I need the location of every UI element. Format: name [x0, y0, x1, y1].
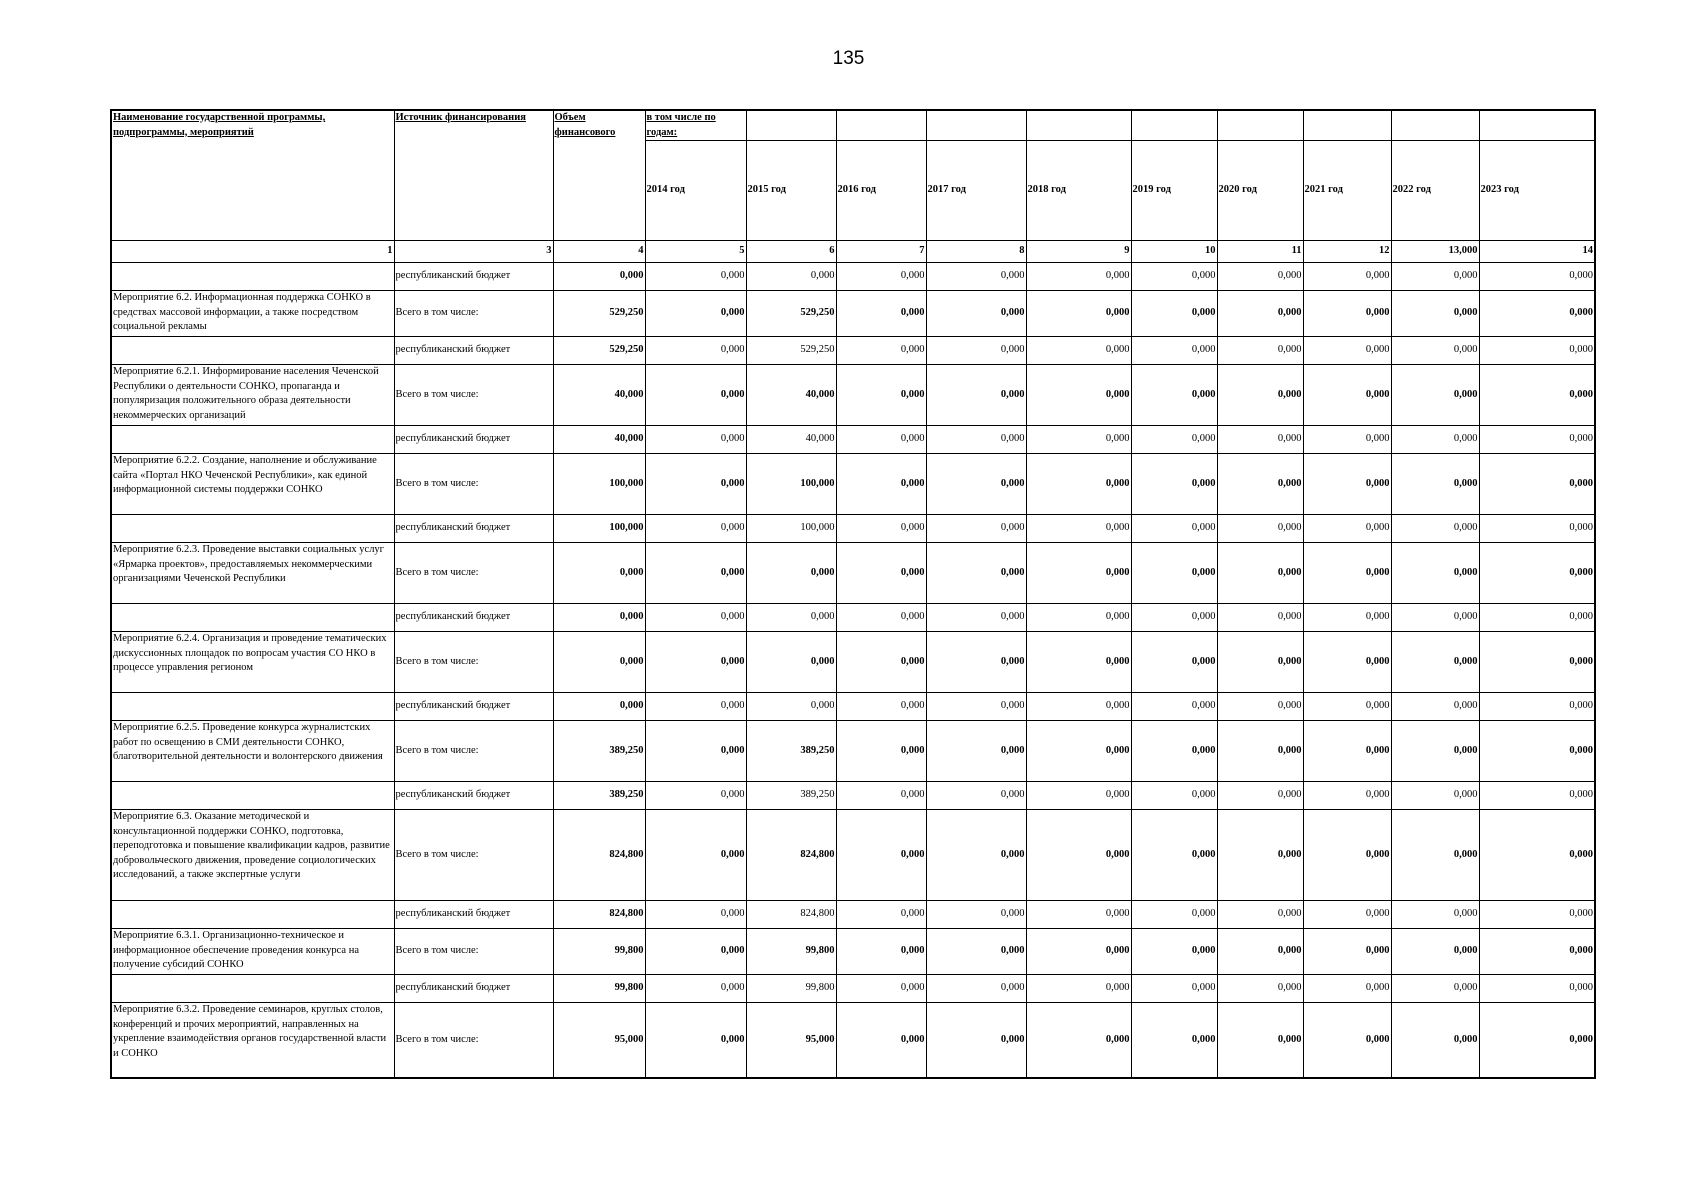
year-value: 0,000 — [836, 901, 926, 929]
year-value: 0,000 — [926, 365, 1026, 426]
year-value: 0,000 — [1131, 365, 1217, 426]
column-number: 8 — [926, 241, 1026, 263]
activity-name: Мероприятие 6.3.2. Проведение семинаров, круглых столов, конференций и прочих мероприятий, направленных на укрепление взаимодействия органов государственной власти и СОНКО — [111, 1003, 394, 1078]
activity-name: Мероприятие 6.2. Информационная поддержка СОНКО в средствах массовой информации, а также посредством социальной рекламы — [111, 291, 394, 337]
column-number: 12 — [1303, 241, 1391, 263]
column-number: 5 — [645, 241, 746, 263]
year-value: 0,000 — [746, 263, 836, 291]
total-volume: 529,250 — [553, 337, 645, 365]
column-number: 11 — [1217, 241, 1303, 263]
year-value: 0,000 — [645, 604, 746, 632]
year-value: 0,000 — [1303, 1003, 1391, 1078]
year-value: 0,000 — [926, 693, 1026, 721]
year-value: 0,000 — [645, 632, 746, 693]
header-blank — [1391, 110, 1479, 141]
year-value: 0,000 — [836, 929, 926, 975]
year-value: 0,000 — [1303, 604, 1391, 632]
table-row — [111, 929, 1595, 975]
funding-source: республиканский бюджет — [394, 901, 553, 929]
year-value: 0,000 — [645, 426, 746, 454]
funding-source: Всего в том числе: — [394, 365, 553, 426]
header-blank — [836, 110, 926, 141]
year-value: 0,000 — [836, 810, 926, 901]
year-value: 0,000 — [1217, 515, 1303, 543]
year-value: 0,000 — [1026, 810, 1131, 901]
total-volume: 100,000 — [553, 454, 645, 515]
year-value: 0,000 — [645, 721, 746, 782]
year-value: 0,000 — [836, 515, 926, 543]
year-value: 0,000 — [836, 291, 926, 337]
table-row — [111, 632, 1595, 693]
funding-source: Всего в том числе: — [394, 632, 553, 693]
funding-source: республиканский бюджет — [394, 426, 553, 454]
year-value: 0,000 — [926, 810, 1026, 901]
funding-source: Всего в том числе: — [394, 810, 553, 901]
year-value: 0,000 — [1391, 426, 1479, 454]
total-volume: 0,000 — [553, 263, 645, 291]
year-value: 0,000 — [1217, 426, 1303, 454]
year-value: 0,000 — [1217, 721, 1303, 782]
year-value: 0,000 — [1391, 810, 1479, 901]
funding-source: Всего в том числе: — [394, 929, 553, 975]
year-value: 0,000 — [1479, 454, 1595, 515]
year-value: 0,000 — [926, 543, 1026, 604]
year-value: 0,000 — [1217, 929, 1303, 975]
funding-source: Всего в том числе: — [394, 454, 553, 515]
year-value: 0,000 — [1479, 515, 1595, 543]
header-blank — [1026, 110, 1131, 141]
total-volume: 529,250 — [553, 291, 645, 337]
year-value: 0,000 — [1131, 291, 1217, 337]
year-value: 0,000 — [1131, 426, 1217, 454]
year-value: 0,000 — [836, 365, 926, 426]
year-value: 0,000 — [645, 515, 746, 543]
total-volume: 0,000 — [553, 604, 645, 632]
year-value: 0,000 — [836, 721, 926, 782]
year-value: 0,000 — [1391, 454, 1479, 515]
year-value: 0,000 — [836, 604, 926, 632]
year-value: 0,000 — [1391, 337, 1479, 365]
activity-name — [111, 693, 394, 721]
year-value: 0,000 — [645, 975, 746, 1003]
activity-name: Мероприятие 6.2.5. Проведение конкурса журналистских работ по освещению в СМИ деятельности СОНКО, благотворительной деятельности и волонтерского движения — [111, 721, 394, 782]
year-value: 0,000 — [1131, 337, 1217, 365]
year-value: 0,000 — [1391, 693, 1479, 721]
activity-name — [111, 263, 394, 291]
year-value: 0,000 — [1131, 901, 1217, 929]
total-volume: 40,000 — [553, 365, 645, 426]
activity-name: Мероприятие 6.2.2. Создание, наполнение и обслуживание сайта «Портал НКО Чеченской Республики», как единой информационной системы поддержки СОНКО — [111, 454, 394, 515]
header-blank — [746, 110, 836, 141]
year-value: 0,000 — [1303, 454, 1391, 515]
activity-name: Мероприятие 6.2.3. Проведение выставки социальных услуг «Ярмарка проектов», предоставляемых некоммерческими организациями Чеченской Республики — [111, 543, 394, 604]
year-value: 529,250 — [746, 337, 836, 365]
year-value: 95,000 — [746, 1003, 836, 1078]
year-value: 0,000 — [1131, 604, 1217, 632]
total-volume: 100,000 — [553, 515, 645, 543]
header-blank — [926, 110, 1026, 141]
year-value: 0,000 — [836, 543, 926, 604]
year-value: 0,000 — [1026, 426, 1131, 454]
table-row — [111, 426, 1595, 454]
year-value: 0,000 — [1131, 454, 1217, 515]
year-value: 0,000 — [1026, 515, 1131, 543]
table-row — [111, 901, 1595, 929]
year-value: 0,000 — [1217, 693, 1303, 721]
year-value: 0,000 — [1391, 632, 1479, 693]
year-value: 0,000 — [1479, 337, 1595, 365]
table-row — [111, 543, 1595, 604]
year-value: 0,000 — [1303, 263, 1391, 291]
year-value: 0,000 — [1217, 901, 1303, 929]
year-value: 0,000 — [926, 901, 1026, 929]
year-value: 0,000 — [1391, 901, 1479, 929]
year-value: 0,000 — [1026, 693, 1131, 721]
year-cell: 2023 год — [1479, 141, 1595, 241]
year-value: 0,000 — [1217, 604, 1303, 632]
year-value: 0,000 — [1026, 291, 1131, 337]
page-number: 135 — [832, 48, 865, 69]
header-blank — [1303, 110, 1391, 141]
year-value: 0,000 — [1217, 454, 1303, 515]
column-number: 9 — [1026, 241, 1131, 263]
year-value: 0,000 — [836, 426, 926, 454]
year-value: 0,000 — [1026, 365, 1131, 426]
year-value: 0,000 — [1391, 975, 1479, 1003]
total-volume: 824,800 — [553, 810, 645, 901]
year-cell: 2017 год — [926, 141, 1026, 241]
year-cell: 2022 год — [1391, 141, 1479, 241]
year-value: 0,000 — [1303, 543, 1391, 604]
year-value: 0,000 — [1217, 810, 1303, 901]
header-by-years: в том числе по годам: — [645, 110, 746, 141]
activity-name: Мероприятие 6.2.1. Информирование населения Чеченской Республики о деятельности СОНКО, пропаганда и популяризация положительного образа деятельности некоммерческих организаций — [111, 365, 394, 426]
year-value: 0,000 — [1026, 337, 1131, 365]
column-number: 3 — [394, 241, 553, 263]
year-value: 0,000 — [926, 426, 1026, 454]
total-volume: 95,000 — [553, 1003, 645, 1078]
year-value: 0,000 — [1391, 782, 1479, 810]
year-value: 0,000 — [926, 291, 1026, 337]
activity-name — [111, 604, 394, 632]
year-cell: 2019 год — [1131, 141, 1217, 241]
column-number: 1 — [111, 241, 394, 263]
year-value: 0,000 — [1479, 782, 1595, 810]
year-value: 0,000 — [645, 901, 746, 929]
year-value: 40,000 — [746, 426, 836, 454]
year-value: 0,000 — [1131, 810, 1217, 901]
table-row — [111, 810, 1595, 901]
column-number: 10 — [1131, 241, 1217, 263]
year-cell: 2020 год — [1217, 141, 1303, 241]
header-name: Наименование государственной программы, подпрограммы, мероприятий — [111, 110, 394, 241]
funding-source: республиканский бюджет — [394, 693, 553, 721]
year-value: 0,000 — [926, 632, 1026, 693]
year-value: 0,000 — [836, 1003, 926, 1078]
table-row — [111, 365, 1595, 426]
year-value: 0,000 — [1391, 291, 1479, 337]
table-row — [111, 693, 1595, 721]
column-number: 7 — [836, 241, 926, 263]
year-cell: 2021 год — [1303, 141, 1391, 241]
year-value: 0,000 — [1131, 721, 1217, 782]
year-value: 0,000 — [1217, 337, 1303, 365]
year-cell: 2015 год — [746, 141, 836, 241]
header-blank — [1131, 110, 1217, 141]
activity-name — [111, 337, 394, 365]
year-value: 0,000 — [1131, 693, 1217, 721]
year-value: 0,000 — [1391, 721, 1479, 782]
table-row — [111, 721, 1595, 782]
year-value: 0,000 — [645, 810, 746, 901]
year-value: 0,000 — [1303, 365, 1391, 426]
funding-source: Всего в том числе: — [394, 721, 553, 782]
year-value: 0,000 — [1131, 929, 1217, 975]
funding-source: республиканский бюджет — [394, 337, 553, 365]
year-value: 0,000 — [1303, 515, 1391, 543]
year-value: 0,000 — [1303, 975, 1391, 1003]
activity-name — [111, 426, 394, 454]
funding-source: республиканский бюджет — [394, 975, 553, 1003]
year-value: 0,000 — [1479, 901, 1595, 929]
year-value: 0,000 — [746, 604, 836, 632]
total-volume: 40,000 — [553, 426, 645, 454]
year-value: 0,000 — [1217, 975, 1303, 1003]
year-value: 0,000 — [1303, 693, 1391, 721]
funding-source: республиканский бюджет — [394, 515, 553, 543]
year-value: 0,000 — [1391, 929, 1479, 975]
year-value: 0,000 — [1217, 782, 1303, 810]
year-value: 0,000 — [1131, 975, 1217, 1003]
year-cell: 2014 год — [645, 141, 746, 241]
total-volume: 389,250 — [553, 721, 645, 782]
funding-source: Всего в том числе: — [394, 543, 553, 604]
year-cell: 2016 год — [836, 141, 926, 241]
year-value: 0,000 — [1479, 365, 1595, 426]
year-value: 389,250 — [746, 782, 836, 810]
year-value: 0,000 — [1026, 721, 1131, 782]
total-volume: 389,250 — [553, 782, 645, 810]
year-value: 0,000 — [746, 543, 836, 604]
header-row — [111, 110, 1595, 141]
year-value: 0,000 — [1131, 1003, 1217, 1078]
year-value: 0,000 — [1217, 1003, 1303, 1078]
table-row — [111, 337, 1595, 365]
year-value: 0,000 — [1391, 543, 1479, 604]
year-value: 0,000 — [1479, 632, 1595, 693]
year-value: 0,000 — [1131, 515, 1217, 543]
year-value: 0,000 — [1131, 782, 1217, 810]
year-value: 0,000 — [746, 693, 836, 721]
column-number-row — [111, 241, 1595, 263]
year-value: 0,000 — [1479, 1003, 1595, 1078]
year-value: 100,000 — [746, 454, 836, 515]
activity-name — [111, 782, 394, 810]
year-value: 0,000 — [926, 975, 1026, 1003]
year-value: 0,000 — [1303, 901, 1391, 929]
year-value: 0,000 — [1303, 929, 1391, 975]
activity-name — [111, 901, 394, 929]
funding-source: республиканский бюджет — [394, 782, 553, 810]
column-number: 6 — [746, 241, 836, 263]
year-value: 0,000 — [1479, 543, 1595, 604]
year-value: 0,000 — [1303, 721, 1391, 782]
year-value: 0,000 — [836, 454, 926, 515]
year-value: 0,000 — [1303, 426, 1391, 454]
year-value: 0,000 — [1131, 632, 1217, 693]
year-value: 0,000 — [1217, 365, 1303, 426]
year-value: 0,000 — [1391, 1003, 1479, 1078]
year-value: 0,000 — [1026, 263, 1131, 291]
year-value: 0,000 — [1479, 810, 1595, 901]
year-value: 824,800 — [746, 810, 836, 901]
year-value: 0,000 — [1026, 929, 1131, 975]
year-value: 0,000 — [1479, 426, 1595, 454]
year-value: 0,000 — [836, 263, 926, 291]
year-value: 0,000 — [645, 263, 746, 291]
year-value: 0,000 — [1479, 263, 1595, 291]
year-value: 0,000 — [1479, 929, 1595, 975]
year-value: 0,000 — [1479, 291, 1595, 337]
year-value: 0,000 — [1026, 632, 1131, 693]
year-value: 0,000 — [1026, 782, 1131, 810]
total-volume: 0,000 — [553, 543, 645, 604]
table-row — [111, 604, 1595, 632]
funding-source: республиканский бюджет — [394, 604, 553, 632]
year-value: 0,000 — [836, 337, 926, 365]
year-value: 0,000 — [836, 632, 926, 693]
column-number: 4 — [553, 241, 645, 263]
activity-name: Мероприятие 6.3.1. Организационно-техническое и информационное обеспечение проведения конкурса на получение субсидий СОНКО — [111, 929, 394, 975]
year-value: 0,000 — [1026, 604, 1131, 632]
table-row — [111, 263, 1595, 291]
total-volume: 824,800 — [553, 901, 645, 929]
column-number: 13,000 — [1391, 241, 1479, 263]
table-row — [111, 1003, 1595, 1078]
funding-source: Всего в том числе: — [394, 1003, 553, 1078]
year-value: 0,000 — [836, 782, 926, 810]
activity-name: Мероприятие 6.3. Оказание методической и консультационной поддержки СОНКО, подготовка, переподготовка и повышение квалификации кадров, развитие добровольческого движения, проведение социологических исследований, а также экспертные услуги — [111, 810, 394, 901]
total-volume: 99,800 — [553, 975, 645, 1003]
year-value: 0,000 — [1303, 632, 1391, 693]
year-value: 0,000 — [1303, 782, 1391, 810]
total-volume: 99,800 — [553, 929, 645, 975]
year-value: 0,000 — [926, 721, 1026, 782]
year-value: 389,250 — [746, 721, 836, 782]
year-value: 0,000 — [926, 263, 1026, 291]
table-row — [111, 975, 1595, 1003]
year-value: 0,000 — [1217, 263, 1303, 291]
year-value: 0,000 — [1303, 810, 1391, 901]
year-cell: 2018 год — [1026, 141, 1131, 241]
year-value: 0,000 — [1026, 975, 1131, 1003]
financing-table — [110, 109, 1596, 1079]
year-value: 0,000 — [1391, 515, 1479, 543]
year-value: 0,000 — [1026, 1003, 1131, 1078]
year-value: 0,000 — [1479, 693, 1595, 721]
table-row — [111, 291, 1595, 337]
activity-name — [111, 515, 394, 543]
year-value: 0,000 — [1303, 337, 1391, 365]
year-value: 0,000 — [926, 454, 1026, 515]
year-value: 0,000 — [1131, 263, 1217, 291]
year-value: 0,000 — [645, 782, 746, 810]
year-value: 0,000 — [645, 291, 746, 337]
year-value: 0,000 — [1026, 454, 1131, 515]
year-value: 99,800 — [746, 975, 836, 1003]
funding-source: республиканский бюджет — [394, 263, 553, 291]
table-row — [111, 515, 1595, 543]
year-value: 0,000 — [926, 929, 1026, 975]
year-value: 0,000 — [1026, 901, 1131, 929]
header-blank — [1217, 110, 1303, 141]
year-value: 529,250 — [746, 291, 836, 337]
year-value: 0,000 — [1303, 291, 1391, 337]
year-value: 0,000 — [645, 337, 746, 365]
year-value: 0,000 — [926, 337, 1026, 365]
year-value: 0,000 — [926, 782, 1026, 810]
year-value: 0,000 — [1217, 632, 1303, 693]
year-value: 0,000 — [746, 632, 836, 693]
year-value: 824,800 — [746, 901, 836, 929]
year-value: 0,000 — [1479, 721, 1595, 782]
year-value: 0,000 — [645, 454, 746, 515]
year-value: 0,000 — [836, 693, 926, 721]
year-value: 0,000 — [1217, 291, 1303, 337]
header-volume: Объем финансового — [553, 110, 645, 241]
activity-name — [111, 975, 394, 1003]
funding-source: Всего в том числе: — [394, 291, 553, 337]
year-value: 0,000 — [645, 1003, 746, 1078]
year-value: 0,000 — [645, 693, 746, 721]
year-value: 0,000 — [1479, 975, 1595, 1003]
year-value: 0,000 — [926, 604, 1026, 632]
year-value: 0,000 — [926, 1003, 1026, 1078]
year-value: 0,000 — [1391, 604, 1479, 632]
table-row — [111, 454, 1595, 515]
total-volume: 0,000 — [553, 693, 645, 721]
year-value: 0,000 — [1391, 263, 1479, 291]
year-value: 0,000 — [836, 975, 926, 1003]
year-value: 0,000 — [1131, 543, 1217, 604]
year-value: 0,000 — [926, 515, 1026, 543]
table-row — [111, 782, 1595, 810]
year-value: 0,000 — [645, 365, 746, 426]
total-volume: 0,000 — [553, 632, 645, 693]
year-value: 0,000 — [1026, 543, 1131, 604]
year-value: 99,800 — [746, 929, 836, 975]
year-value: 0,000 — [1391, 365, 1479, 426]
year-value: 0,000 — [645, 543, 746, 604]
header-blank — [1479, 110, 1595, 141]
header-source: Источник финансирования — [394, 110, 553, 241]
activity-name: Мероприятие 6.2.4. Организация и проведение тематических дискуссионных площадок по вопросам участия СО НКО в процессе управления регионом — [111, 632, 394, 693]
year-value: 0,000 — [1479, 604, 1595, 632]
year-value: 0,000 — [1217, 543, 1303, 604]
year-value: 0,000 — [645, 929, 746, 975]
column-number: 14 — [1479, 241, 1595, 263]
year-value: 100,000 — [746, 515, 836, 543]
year-value: 40,000 — [746, 365, 836, 426]
